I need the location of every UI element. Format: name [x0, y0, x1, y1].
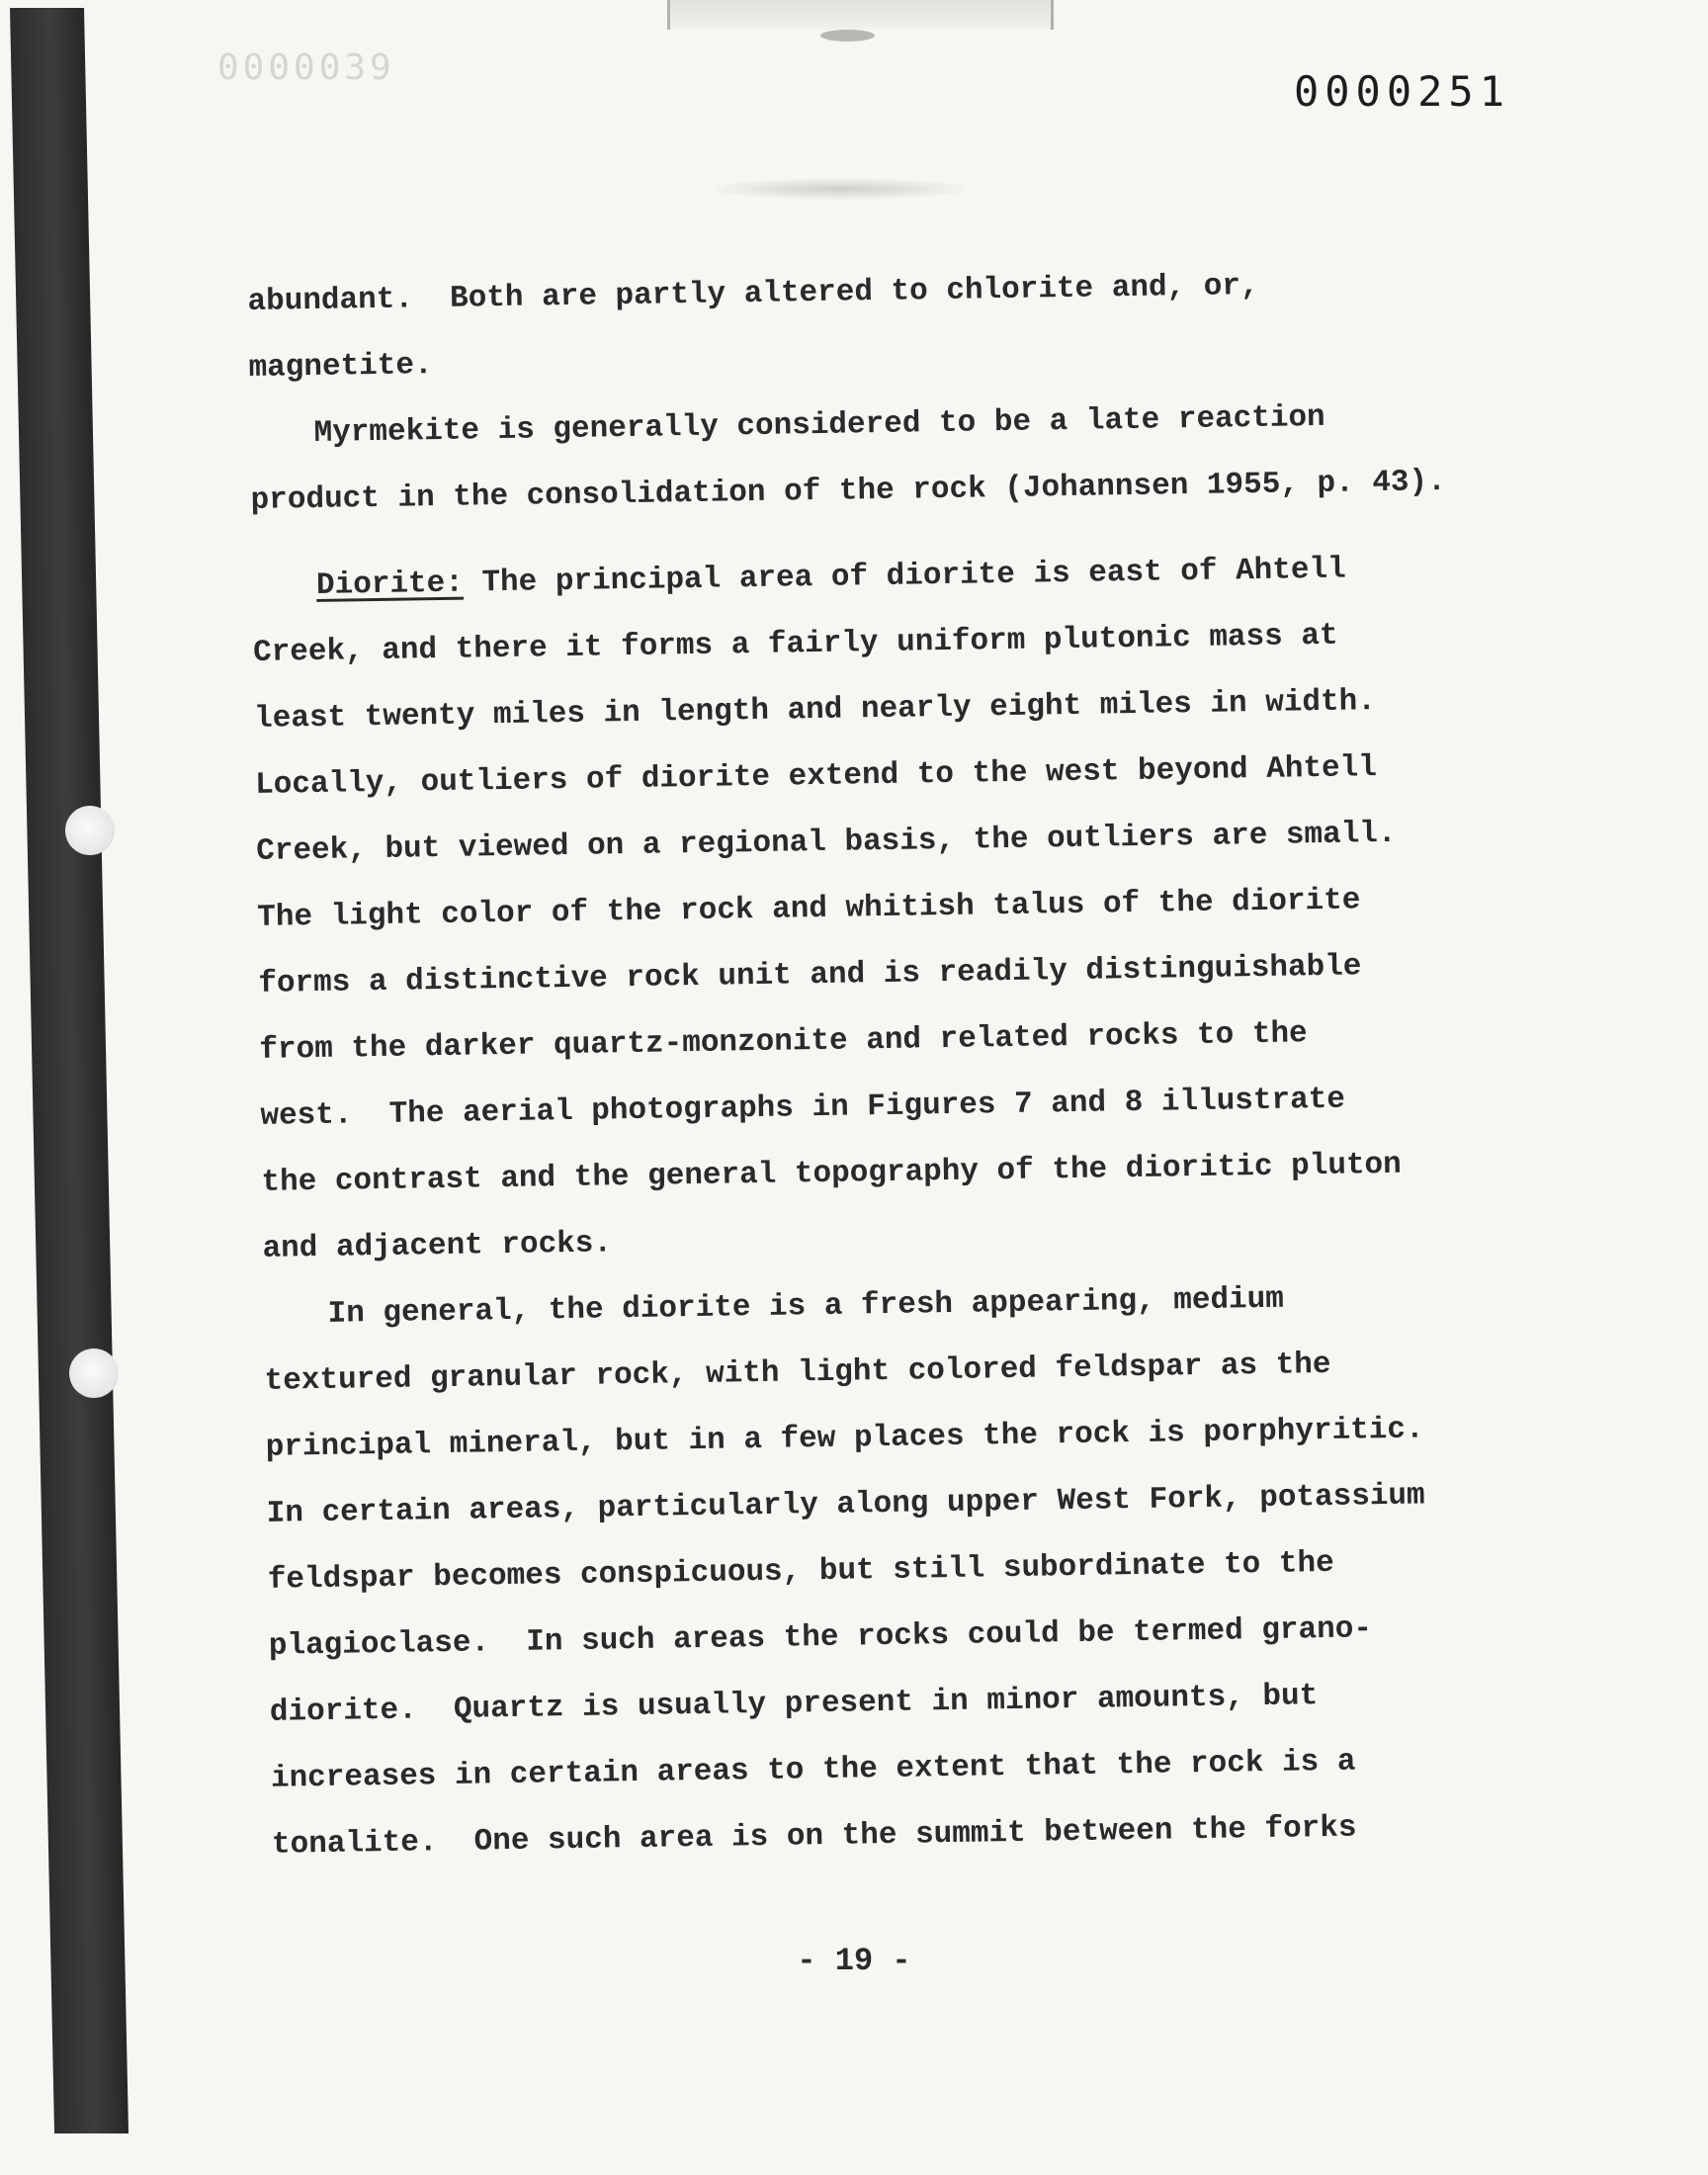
- text-line: diorite. Quartz is usually present in minor amounts, but: [269, 1679, 1319, 1730]
- binding-strip: [10, 8, 128, 2133]
- text-line: plagioclase. In such areas the rocks could be termed grano-: [268, 1611, 1373, 1664]
- text-line: Creek, but viewed on a regional basis, the outliers are small.: [255, 816, 1397, 869]
- text-line: Locally, outliers of diorite extend to the west beyond Ahtell: [254, 750, 1378, 803]
- text-line: increases in certain areas to the extent that the rock is a: [270, 1744, 1356, 1796]
- text-line: product in the consolidation of the rock (Johannsen 1955, p. 43).: [250, 464, 1447, 518]
- document-number: 0000251: [1293, 67, 1510, 116]
- text-line: magnetite.: [248, 348, 433, 386]
- text-line: tonalite. One such area is on the summit between the forks: [271, 1810, 1357, 1863]
- text-line: Creek, and there it forms a fairly uniform plutonic mass at: [252, 618, 1338, 670]
- faded-doc-number: 0000039: [217, 47, 395, 88]
- punch-hole: [65, 806, 115, 855]
- text-line: principal mineral, but in a few places the rock is porphyritic.: [265, 1412, 1424, 1465]
- body-text: [247, 248, 1577, 1878]
- page-number: - 19 -: [797, 1943, 911, 1979]
- text-line: The light color of the rock and whitish talus of the diorite: [257, 883, 1361, 935]
- text-line: textured granular rock, with light colored feldspar as the: [264, 1347, 1331, 1399]
- text-line: west. The aerial photographs in Figures 7 and 8 illustrate: [260, 1082, 1346, 1134]
- text-line-rest: The principal area of diorite is east of Ahtell: [463, 552, 1346, 601]
- text-line: forms a distinctive rock unit and is readily distinguishable: [258, 949, 1362, 1001]
- text-line: abundant. Both are partly altered to chlorite and, or,: [247, 268, 1259, 319]
- text-line: and adjacent rocks.: [262, 1226, 613, 1266]
- punch-hole: [69, 1348, 119, 1398]
- scan-artifact: [667, 0, 1054, 30]
- text-line: from the darker quartz-monzonite and related rocks to the: [259, 1016, 1308, 1068]
- text-line: feldspar becomes conspicuous, but still subordinate to the: [267, 1545, 1334, 1598]
- text-line: In certain areas, particularly along upper West Fork, potassium: [266, 1478, 1425, 1531]
- scan-artifact: [820, 30, 875, 42]
- section-heading: Diorite:: [315, 566, 465, 603]
- text-line: Myrmekite is generally considered to be a late reaction: [313, 399, 1325, 451]
- text-line: In general, the diorite is a fresh appearing, medium: [327, 1281, 1285, 1332]
- scan-artifact: [712, 178, 969, 200]
- text-line: the contrast and the general topography of the dioritic pluton: [261, 1147, 1403, 1200]
- text-line: least twenty miles in length and nearly eight miles in width.: [253, 684, 1377, 737]
